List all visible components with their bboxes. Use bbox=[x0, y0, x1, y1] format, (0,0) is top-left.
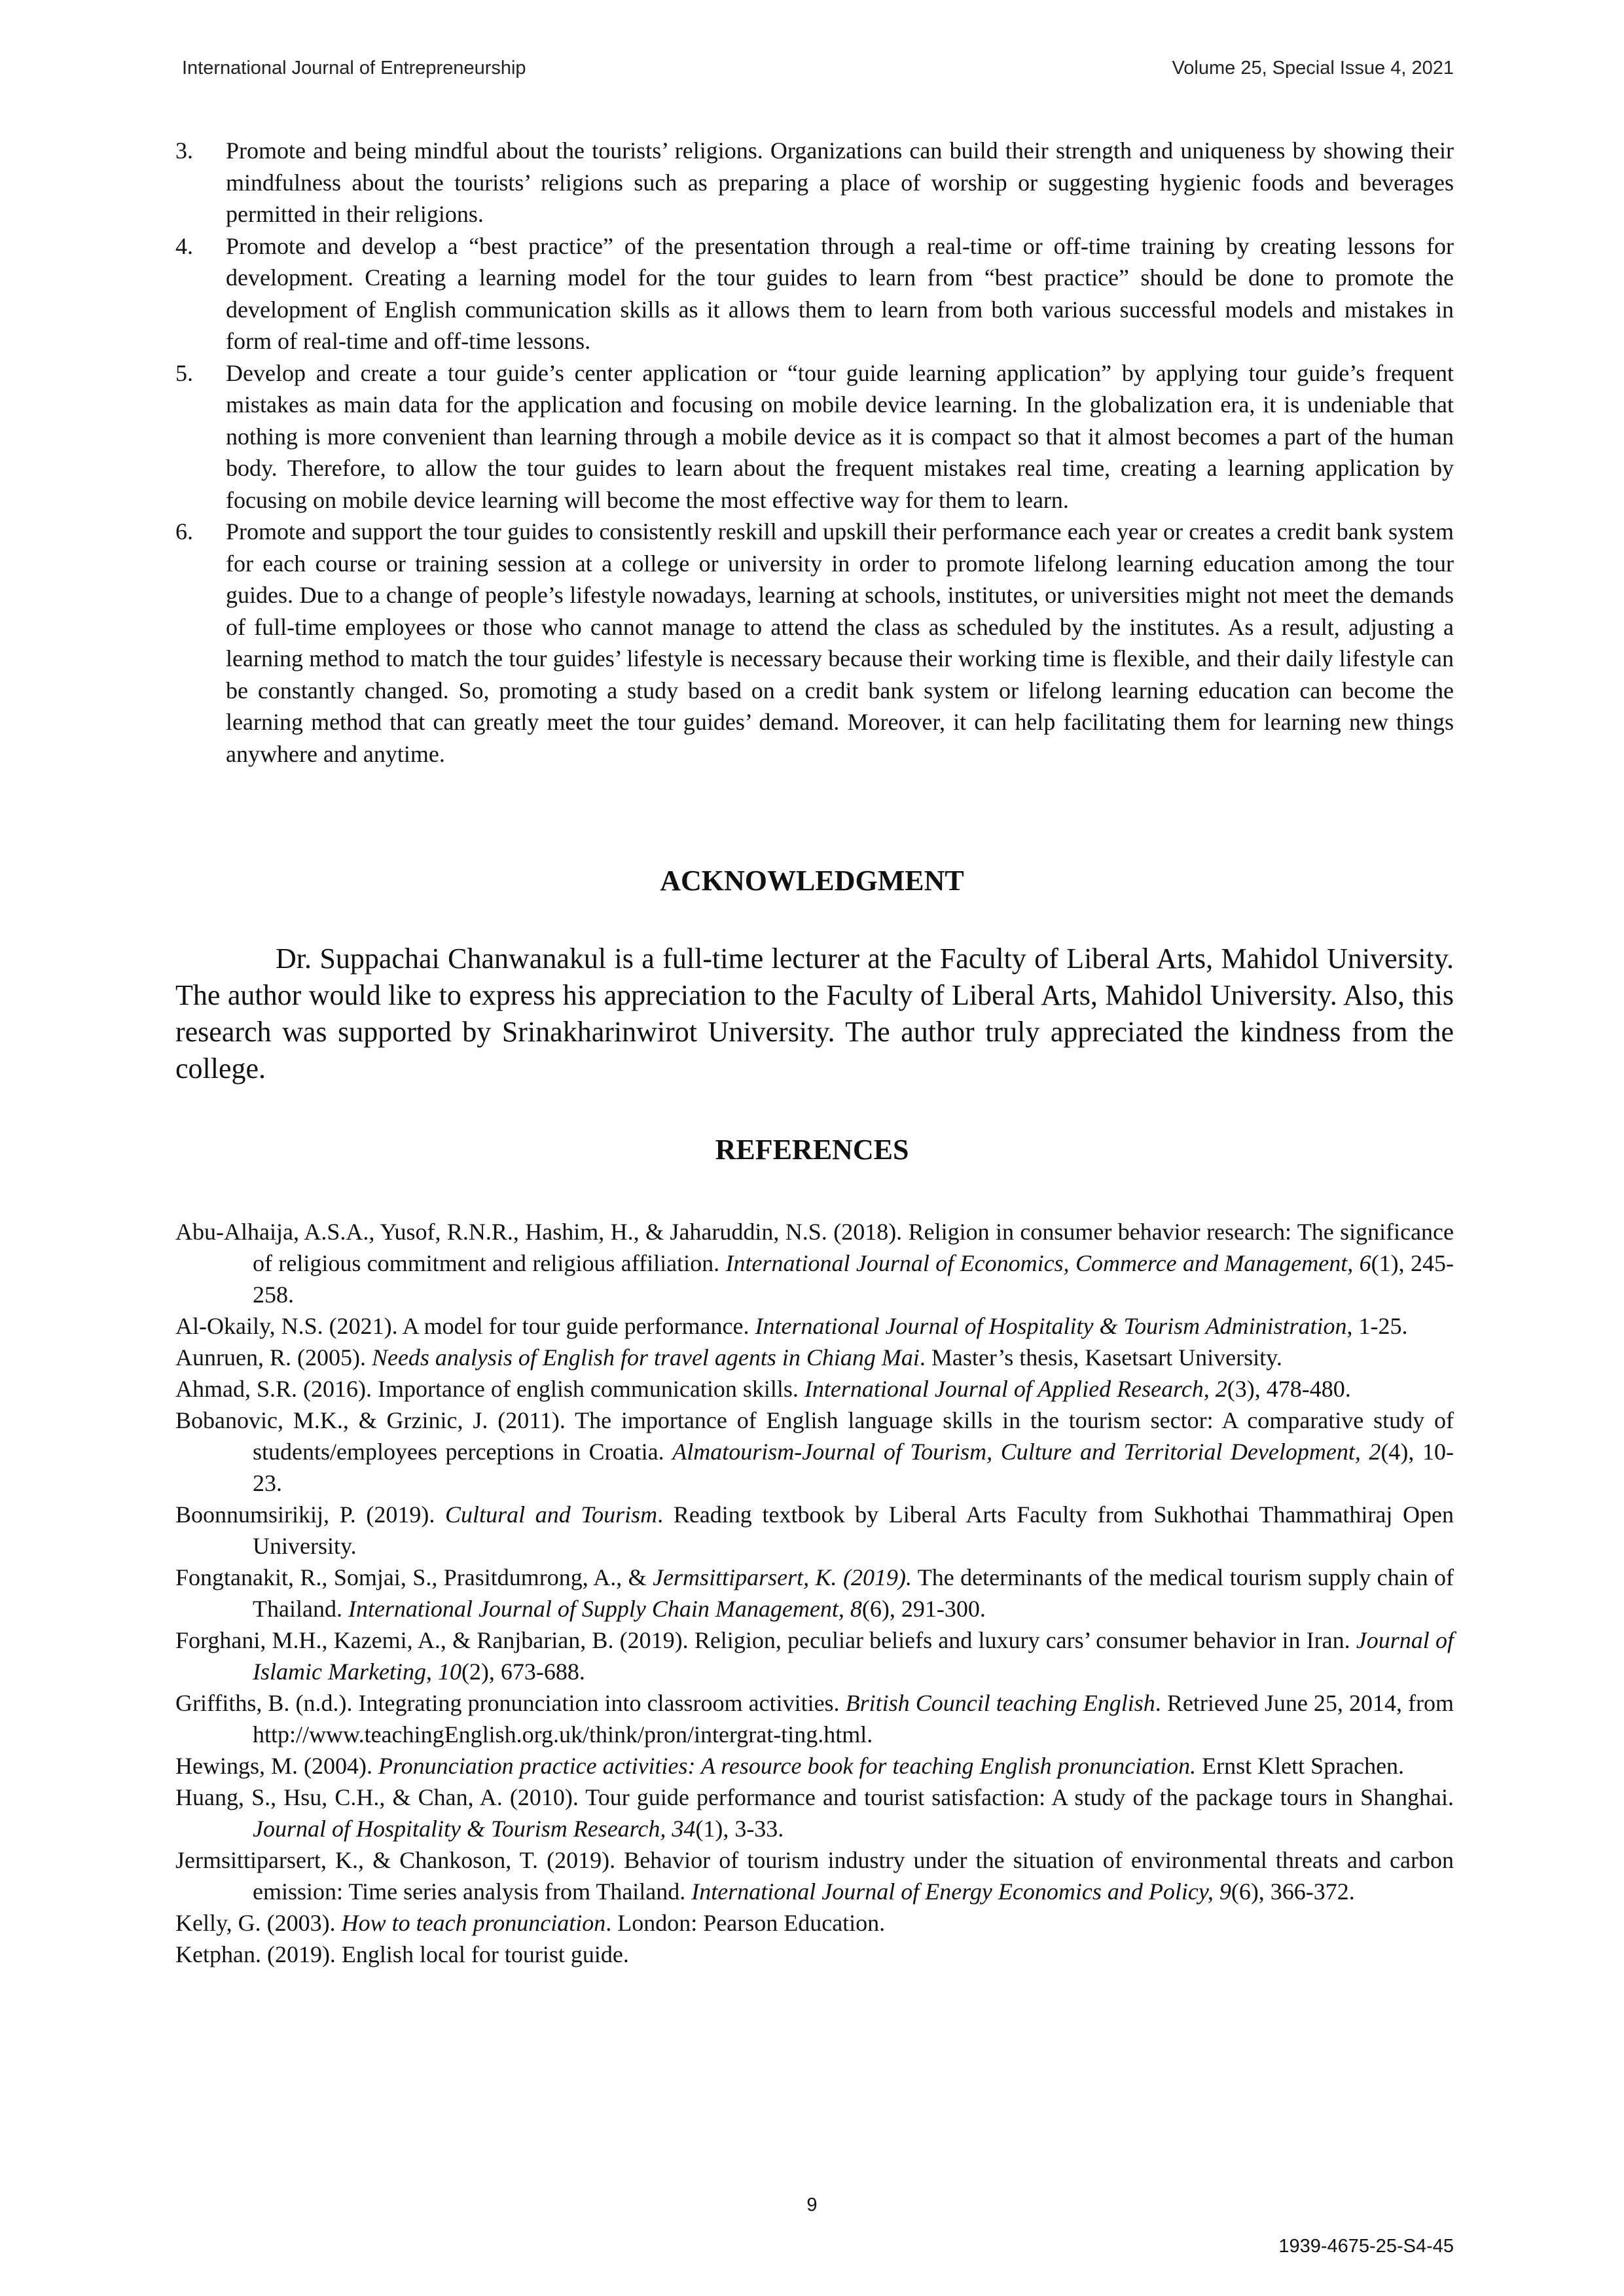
reference-item: Bobanovic, M.K., & Grzinic, J. (2011). The importance of English language skills in the tourism sector: A comparative study of students/employees perceptions in Croatia. Almatourism-Journal of Tourism, Culture and Territorial Development, 2(4), 10-23. bbox=[175, 1407, 1454, 1496]
reference-item: Boonnumsirikij, P. (2019). Cultural and Tourism. Reading textbook by Liberal Arts Faculty from Sukhothai Thammathiraj Open University. bbox=[175, 1501, 1454, 1559]
list-text: Promote and support the tour guides to consistently reskill and upskill their performance each year or creates a credit bank system for each course or training session at a college or university in order to promote lifelong learning education among the tour guides. Due to a change of people’s lifestyle nowadays, learning at schools, institutes, or universities might not meet the demands of full-time employees or those who cannot manage to attend the class as scheduled by the institutes. As a result, adjusting a learning method to match the tour guides’ lifestyle is necessary because their working time is flexible, and their daily lifestyle can be constantly changed. So, promoting a study based on a credit bank system or lifelong learning education can become the learning method that can greatly meet the tour guides’ demand. Moreover, it can help facilitating them for learning new things anywhere and anytime. bbox=[226, 518, 1454, 767]
recommendation-list bbox=[175, 135, 1454, 770]
list-number: 4. bbox=[175, 232, 193, 259]
reference-item: Ketphan. (2019). English local for tourist guide. bbox=[175, 1941, 629, 1967]
reference-item: Huang, S., Hsu, C.H., & Chan, A. (2010). Tour guide performance and tourist satisfaction: A study of the package tours in Shanghai. Journal of Hospitality & Tourism Research, 34(1), 3-33. bbox=[175, 1784, 1454, 1842]
reference-item: Jermsittiparsert, K., & Chankoson, T. (2019). Behavior of tourism industry under the situation of environmental threats and carbon emission: Time series analysis from Thailand. International Journal of Energy Economics and Policy, 9(6), 366-372. bbox=[175, 1847, 1454, 1905]
reference-item: Abu-Alhaija, A.S.A., Yusof, R.N.R., Hashim, H., & Jaharuddin, N.S. (2018). Religion in consumer behavior research: The significance of religious commitment and religious affiliation. International Journal of Economics, Commerce and Management, 6(1), 245-258. bbox=[175, 1219, 1454, 1308]
acknowledgment-text: Dr. Suppachai Chanwanakul is a full-time lecturer at the Faculty of Liberal Arts, Mahidol University. The author would like to express his appreciation to the Faculty of Liberal Arts, Mahidol University. Also, this research was supported by Srinakharinwirot University. The author truly appreciated the kindness from the college. bbox=[175, 942, 1454, 1085]
article-code: 1939-4675-25-S4-45 bbox=[1278, 2236, 1454, 2257]
list-item bbox=[175, 230, 1454, 357]
list-number: 5. bbox=[175, 359, 193, 386]
list-item bbox=[175, 135, 1454, 230]
volume-info: Volume 25, Special Issue 4, 2021 bbox=[1172, 58, 1454, 79]
reference-item: Forghani, M.H., Kazemi, A., & Ranjbarian, B. (2019). Religion, peculiar beliefs and luxury cars’ consumer behavior in Iran. Journal of Islamic Marketing, 10(2), 673-688. bbox=[175, 1627, 1454, 1685]
reference-item: Fongtanakit, R., Somjai, S., Prasitdumrong, A., & Jermsittiparsert, K. (2019). The determinants of the medical tourism supply chain of Thailand. International Journal of Supply Chain Management, 8(6), 291-300. bbox=[175, 1564, 1454, 1622]
list-text: Promote and being mindful about the tourists’ religions. Organizations can build their strength and uniqueness by showing their mindfulness about the tourists’ religions such as preparing a place of worship or suggesting hygienic foods and beverages permitted in their religions. bbox=[226, 137, 1454, 227]
reference-item: Griffiths, B. (n.d.). Integrating pronunciation into classroom activities. British Council teaching English. Retrieved June 25, 2014, from http://www.teachingEnglish.org.uk/think/pron/intergrat-ting.html. bbox=[175, 1690, 1454, 1748]
reference-item: Aunruen, R. (2005). Needs analysis of English for travel agents in Chiang Mai. Master’s thesis, Kasetsart University. bbox=[175, 1344, 1282, 1371]
journal-name: International Journal of Entrepreneurship bbox=[182, 58, 526, 79]
list-item bbox=[175, 357, 1454, 516]
reference-item: Ahmad, S.R. (2016). Importance of english communication skills. International Journal of Applied Research, 2(3), 478-480. bbox=[175, 1376, 1351, 1402]
list-text: Promote and develop a “best practice” of the presentation through a real-time or off-time training by creating lessons for development. Creating a learning model for the tour guides to learn from “best practice” should be done to promote the development of English communication skills as it allows them to learn from both various successful models and mistakes in form of real-time and off-time lessons. bbox=[226, 232, 1454, 354]
list-number: 6. bbox=[175, 518, 193, 545]
reference-list bbox=[175, 1216, 1454, 1970]
reference-item: Kelly, G. (2003). How to teach pronunciation. London: Pearson Education. bbox=[175, 1910, 886, 1936]
list-number: 3. bbox=[175, 137, 193, 164]
reference-item: Hewings, M. (2004). Pronunciation practice activities: A resource book for teaching English pronunciation. Ernst Klett Sprachen. bbox=[175, 1753, 1405, 1779]
references-heading: REFERENCES bbox=[715, 1134, 909, 1166]
acknowledgment-heading: ACKNOWLEDGMENT bbox=[660, 865, 964, 897]
list-text: Develop and create a tour guide’s center application or “tour guide learning application” by applying tour guide’s frequent mistakes as main data for the application and focusing on mobile device learning. In the globalization era, it is undeniable that nothing is more convenient than learning through a mobile device as it is compact so that it almost becomes a part of the human body. Therefore, to allow the tour guides to learn about the frequent mistakes real time, creating a learning application by focusing on mobile device learning will become the most effective way for them to learn. bbox=[226, 359, 1454, 513]
page-number: 9 bbox=[806, 2195, 818, 2215]
list-item bbox=[175, 516, 1454, 770]
reference-item: Al-Okaily, N.S. (2021). A model for tour guide performance. International Journal of Hospitality & Tourism Administration, 1-25. bbox=[175, 1313, 1408, 1339]
